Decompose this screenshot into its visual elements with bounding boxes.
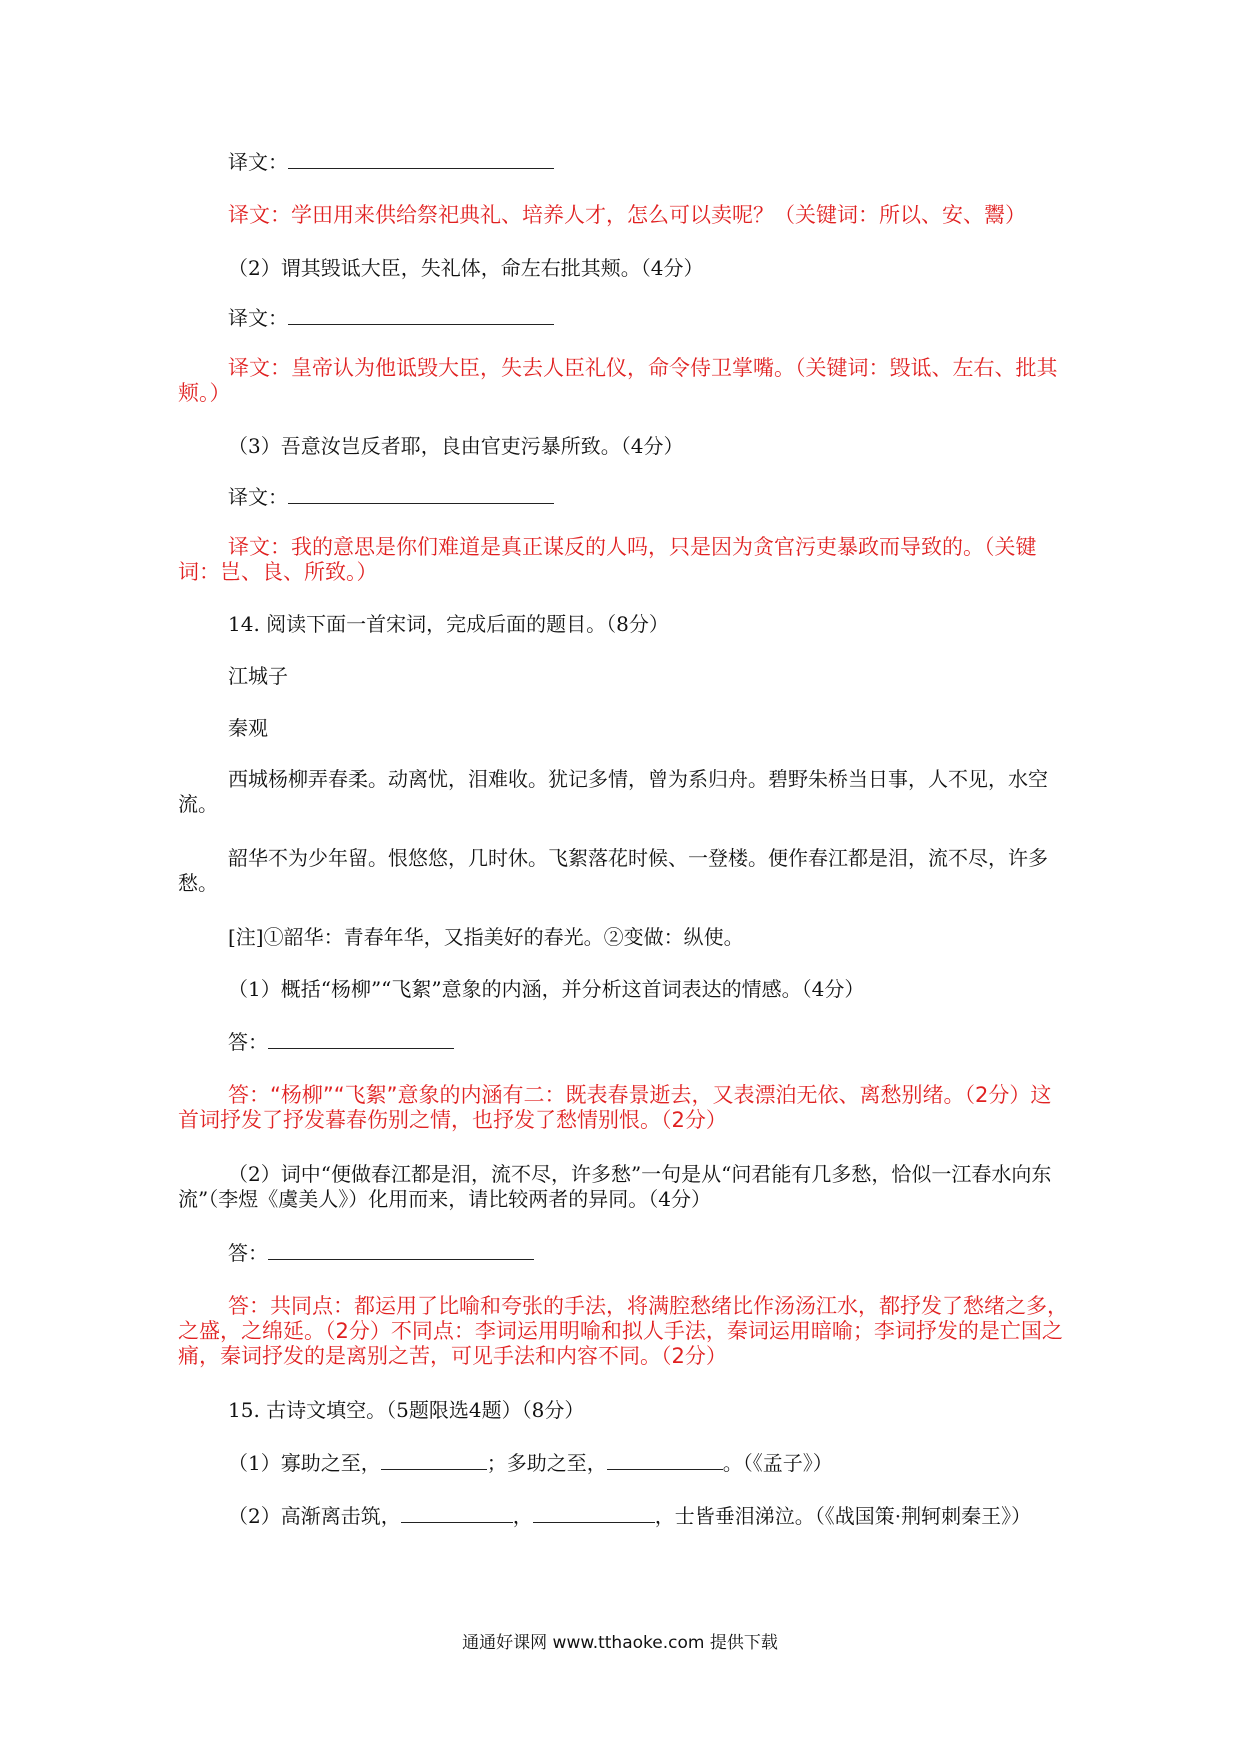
fill-blank-2: （2）高渐离击筑， ， ，士皆垂泪涕泣。（《战国策·荆轲刺秦王》）	[228, 1504, 1032, 1528]
poem-stanza-2: 韶华不为少年留。恨悠悠，几时休。飞絮落花时候、一登楼。便作春江都是泪，流不尽，许多愁。	[178, 846, 1048, 895]
fill-blank-input[interactable]	[607, 1451, 723, 1470]
question-13-3: （3）吾意汝岂反者耶，良由官吏污暴所致。（4分）	[228, 434, 684, 458]
translation-line-1: 译文：	[178, 150, 1068, 175]
question-13-2: （2）谓其毁诋大臣，失礼体，命左右批其颊。（4分）	[228, 256, 704, 280]
poem-stanza-1: 西城杨柳弄春柔。动离忧，泪难收。犹记多情，曾为系归舟。碧野朱桥当日事，人不见，水空流。	[178, 767, 1048, 816]
answer-3: 译文：我的意思是你们难道是真正谋反的人吗，只是因为贪官污吏暴政而导致的。（关键词：岂、良、所致。）	[178, 535, 1037, 584]
question-14-2: （2）词中“便做春江都是泪，流不尽，许多愁”一句是从“问君能有几多愁，恰似一江春水向东流”（李煜《虞美人》）化用而来，请比较两者的异同。（4分）	[178, 1162, 1052, 1211]
page-footer: 通通好课网 www.tthaoke.com 提供下载	[462, 1633, 778, 1653]
question-14-heading: 14. 阅读下面一首宋词，完成后面的题目。（8分）	[228, 612, 669, 636]
answer-2: 译文：皇帝认为他诋毁大臣，失去人臣礼仪，命令侍卫掌嘴。（关键词：毁诋、左右、批其颊。）	[178, 356, 1058, 405]
answer-blank[interactable]	[268, 1030, 454, 1049]
answer-blank[interactable]	[288, 150, 554, 169]
fill-blank-input[interactable]	[401, 1504, 513, 1523]
answer-blank[interactable]	[268, 1241, 534, 1260]
poem-note: [注]①韶华：青春年华，又指美好的春光。②变做：纵使。	[228, 925, 744, 949]
answer-line-14-2: 答：	[178, 1241, 1068, 1266]
answer-blank[interactable]	[288, 485, 554, 504]
poem-author: 秦观	[228, 716, 268, 740]
answer-14-1: 答：“杨柳”“飞絮”意象的内涵有二：既表春景逝去，又表漂泊无依、离愁别绪。（2分）这首词抒发了抒发暮春伤别之情，也抒发了愁情别恨。（2分）	[178, 1083, 1052, 1132]
translation-line-2: 译文：	[178, 306, 1068, 331]
answer-14-2: 答：共同点：都运用了比喻和夸张的手法，将满腔愁绪比作汤汤江水，都抒发了愁绪之多，之盛，之绵延。（2分）不同点：李词运用明喻和拟人手法，秦词运用暗喻；李词抒发的是亡国之痛，秦词抒发的是离别之苦，可见手法和内容不同。（2分）	[178, 1294, 1068, 1368]
answer-blank[interactable]	[288, 306, 554, 325]
answer-1: 译文：学田用来供给祭祀典礼、培养人才，怎么可以卖呢？（关键词：所以、安、鬻）	[228, 203, 1026, 227]
answer-line-14-1: 答：	[178, 1030, 1068, 1055]
question-15-heading: 15. 古诗文填空。（5题限选4题）（8分）	[228, 1398, 585, 1422]
translation-line-3: 译文：	[178, 485, 1068, 510]
fill-blank-input[interactable]	[533, 1504, 655, 1523]
poem-title: 江城子	[228, 664, 288, 688]
fill-blank-input[interactable]	[381, 1451, 487, 1470]
question-14-1: （1）概括“杨柳”“飞絮”意象的内涵，并分析这首词表达的情感。（4分）	[228, 977, 865, 1001]
fill-blank-1: （1）寡助之至， ；多助之至， 。（《孟子》）	[228, 1451, 833, 1475]
